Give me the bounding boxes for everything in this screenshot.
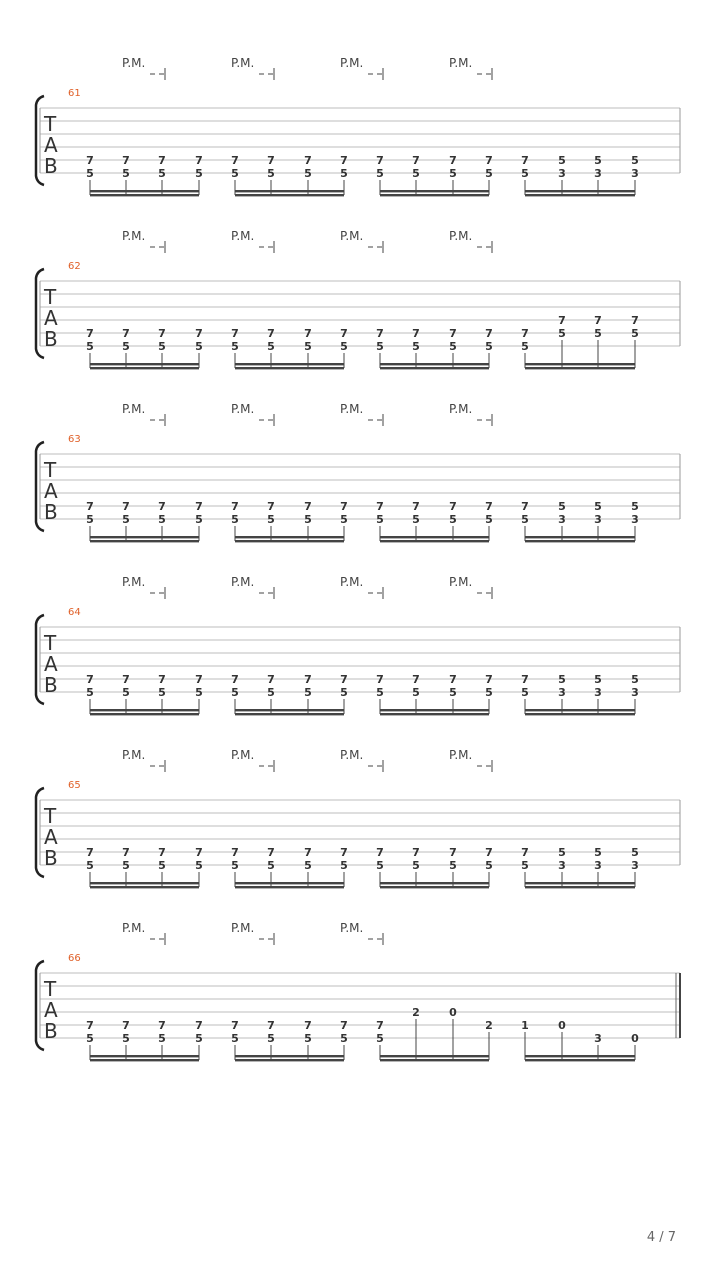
fret-number: 7 (195, 673, 203, 686)
fret-number: 7 (267, 673, 275, 686)
beam (380, 190, 489, 192)
fret-number: 5 (449, 686, 457, 699)
fret-number: 5 (412, 686, 420, 699)
fret-number: 5 (195, 340, 203, 353)
fret-number: 7 (86, 1019, 94, 1032)
fret-number: 3 (594, 1032, 602, 1045)
palm-mute-label: P.M. (231, 56, 255, 70)
fret-number: 5 (340, 686, 348, 699)
fret-number: 7 (449, 673, 457, 686)
fret-number: 5 (485, 340, 493, 353)
beam (90, 709, 199, 711)
fret-number: 7 (412, 327, 420, 340)
fret-number: 5 (521, 513, 529, 526)
fret-number: 5 (521, 859, 529, 872)
beam (90, 713, 199, 715)
fret-number: 5 (594, 673, 602, 686)
beam (90, 536, 199, 538)
fret-number: 7 (340, 500, 348, 513)
beam (235, 540, 344, 542)
fret-number: 5 (122, 859, 130, 872)
measure-number: 61 (68, 88, 81, 99)
fret-number: 5 (376, 340, 384, 353)
beam (380, 886, 489, 888)
fret-number: 5 (485, 513, 493, 526)
fret-number: 7 (122, 846, 130, 859)
fret-number: 5 (122, 686, 130, 699)
fret-number: 7 (86, 154, 94, 167)
tab-clef-letter: B (44, 673, 58, 697)
fret-number: 5 (376, 513, 384, 526)
beam (380, 1059, 489, 1061)
fret-number: 5 (340, 340, 348, 353)
fret-number: 5 (231, 686, 239, 699)
beam (90, 190, 199, 192)
fret-number: 7 (340, 1019, 348, 1032)
fret-number: 5 (86, 513, 94, 526)
beam (90, 886, 199, 888)
fret-number: 3 (558, 859, 566, 872)
fret-number: 7 (340, 673, 348, 686)
fret-number: 5 (449, 859, 457, 872)
beam (380, 540, 489, 542)
fret-number: 5 (412, 340, 420, 353)
tab-clef-letter: A (44, 479, 58, 503)
fret-number: 5 (304, 513, 312, 526)
fret-number: 7 (340, 327, 348, 340)
measure-number: 65 (68, 780, 81, 791)
measure-number: 64 (68, 607, 81, 618)
fret-number: 5 (412, 167, 420, 180)
fret-number: 3 (631, 686, 639, 699)
fret-number: 5 (158, 340, 166, 353)
fret-number: 5 (558, 327, 566, 340)
fret-number: 7 (304, 1019, 312, 1032)
fret-number: 7 (195, 846, 203, 859)
fret-number: 5 (231, 167, 239, 180)
fret-number: 0 (449, 1006, 457, 1019)
fret-number: 3 (558, 513, 566, 526)
fret-number: 7 (267, 500, 275, 513)
beam (90, 367, 199, 369)
beam (235, 713, 344, 715)
fret-number: 7 (521, 154, 529, 167)
beam (380, 367, 489, 369)
fret-number: 7 (521, 846, 529, 859)
fret-number: 5 (86, 859, 94, 872)
fret-number: 7 (304, 500, 312, 513)
palm-mute-label: P.M. (449, 56, 473, 70)
palm-mute-label: P.M. (449, 402, 473, 416)
fret-number: 5 (521, 686, 529, 699)
fret-number: 7 (449, 327, 457, 340)
fret-number: 7 (485, 500, 493, 513)
fret-number: 5 (521, 167, 529, 180)
fret-number: 5 (86, 167, 94, 180)
beam (90, 194, 199, 196)
fret-number: 5 (594, 327, 602, 340)
beam (235, 367, 344, 369)
palm-mute-label: P.M. (122, 921, 146, 935)
fret-number: 7 (231, 1019, 239, 1032)
tab-clef-letter: T (44, 804, 57, 828)
beam (525, 367, 635, 369)
beam (525, 194, 635, 196)
fret-number: 5 (304, 340, 312, 353)
fret-number: 7 (195, 1019, 203, 1032)
beam (235, 190, 344, 192)
fret-number: 5 (195, 686, 203, 699)
fret-number: 3 (558, 167, 566, 180)
fret-number: 5 (304, 1032, 312, 1045)
beam (525, 1059, 635, 1061)
beam (525, 536, 635, 538)
fret-number: 3 (631, 859, 639, 872)
tab-clef-letter: B (44, 1019, 58, 1043)
fret-number: 5 (340, 1032, 348, 1045)
fret-number: 5 (122, 513, 130, 526)
tab-clef-letter: B (44, 154, 58, 178)
fret-number: 5 (304, 167, 312, 180)
fret-number: 3 (594, 686, 602, 699)
fret-number: 7 (412, 500, 420, 513)
tab-clef-letter: B (44, 846, 58, 870)
fret-number: 7 (485, 154, 493, 167)
palm-mute-label: P.M. (122, 56, 146, 70)
fret-number: 7 (412, 154, 420, 167)
fret-number: 7 (158, 500, 166, 513)
fret-number: 7 (195, 500, 203, 513)
palm-mute-label: P.M. (122, 229, 146, 243)
beam (525, 882, 635, 884)
fret-number: 7 (485, 846, 493, 859)
fret-number: 5 (631, 673, 639, 686)
palm-mute-label: P.M. (449, 229, 473, 243)
fret-number: 7 (267, 1019, 275, 1032)
fret-number: 7 (231, 500, 239, 513)
palm-mute-label: P.M. (231, 748, 255, 762)
tab-clef-letter: A (44, 652, 58, 676)
beam (90, 540, 199, 542)
fret-number: 7 (340, 846, 348, 859)
fret-number: 3 (631, 167, 639, 180)
fret-number: 7 (122, 1019, 130, 1032)
fret-number: 7 (412, 846, 420, 859)
fret-number: 5 (86, 1032, 94, 1045)
fret-number: 5 (631, 500, 639, 513)
fret-number: 5 (267, 167, 275, 180)
palm-mute-label: P.M. (340, 575, 364, 589)
fret-number: 7 (231, 327, 239, 340)
fret-number: 5 (376, 1032, 384, 1045)
fret-number: 7 (158, 673, 166, 686)
fret-number: 5 (631, 846, 639, 859)
fret-number: 7 (86, 327, 94, 340)
fret-number: 2 (412, 1006, 420, 1019)
fret-number: 5 (485, 859, 493, 872)
beam (90, 882, 199, 884)
tab-clef-letter: A (44, 133, 58, 157)
fret-number: 5 (594, 500, 602, 513)
fret-number: 5 (521, 340, 529, 353)
fret-number: 7 (485, 327, 493, 340)
fret-number: 5 (558, 846, 566, 859)
fret-number: 3 (594, 513, 602, 526)
fret-number: 5 (376, 859, 384, 872)
fret-number: 7 (376, 500, 384, 513)
fret-number: 5 (158, 167, 166, 180)
fret-number: 7 (267, 846, 275, 859)
fret-number: 7 (376, 846, 384, 859)
beam (235, 709, 344, 711)
palm-mute-label: P.M. (122, 402, 146, 416)
fret-number: 7 (304, 846, 312, 859)
tab-clef-letter: T (44, 631, 57, 655)
fret-number: 5 (267, 340, 275, 353)
fret-number: 5 (485, 167, 493, 180)
fret-number: 5 (631, 327, 639, 340)
fret-number: 5 (412, 513, 420, 526)
fret-number: 7 (485, 673, 493, 686)
fret-number: 7 (86, 673, 94, 686)
fret-number: 5 (231, 340, 239, 353)
tab-clef-letter: B (44, 327, 58, 351)
palm-mute-label: P.M. (340, 56, 364, 70)
fret-number: 7 (267, 154, 275, 167)
fret-number: 7 (376, 1019, 384, 1032)
fret-number: 5 (158, 513, 166, 526)
fret-number: 2 (485, 1019, 493, 1032)
fret-number: 7 (122, 673, 130, 686)
fret-number: 7 (631, 314, 639, 327)
fret-number: 5 (158, 1032, 166, 1045)
fret-number: 3 (594, 859, 602, 872)
fret-number: 5 (304, 859, 312, 872)
palm-mute-label: P.M. (449, 748, 473, 762)
palm-mute-label: P.M. (122, 575, 146, 589)
beam (380, 709, 489, 711)
beam (525, 190, 635, 192)
beam (525, 709, 635, 711)
fret-number: 7 (158, 327, 166, 340)
fret-number: 1 (521, 1019, 529, 1032)
measure-number: 66 (68, 953, 81, 964)
fret-number: 5 (195, 1032, 203, 1045)
tab-clef-letter: T (44, 112, 57, 136)
fret-number: 5 (267, 859, 275, 872)
beam (90, 363, 199, 365)
beam (525, 1055, 635, 1057)
palm-mute-label: P.M. (340, 748, 364, 762)
fret-number: 3 (631, 513, 639, 526)
fret-number: 5 (558, 154, 566, 167)
fret-number: 7 (449, 846, 457, 859)
fret-number: 7 (158, 1019, 166, 1032)
fret-number: 5 (231, 1032, 239, 1045)
fret-number: 7 (122, 327, 130, 340)
beam (525, 886, 635, 888)
fret-number: 7 (376, 154, 384, 167)
fret-number: 5 (122, 340, 130, 353)
beam (235, 536, 344, 538)
palm-mute-label: P.M. (231, 229, 255, 243)
fret-number: 5 (86, 686, 94, 699)
fret-number: 7 (521, 673, 529, 686)
fret-number: 7 (449, 154, 457, 167)
fret-number: 0 (558, 1019, 566, 1032)
beam (380, 1055, 489, 1057)
fret-number: 5 (267, 686, 275, 699)
fret-number: 5 (485, 686, 493, 699)
fret-number: 5 (412, 859, 420, 872)
fret-number: 5 (594, 846, 602, 859)
beam (235, 882, 344, 884)
fret-number: 7 (122, 154, 130, 167)
tab-clef-letter: T (44, 285, 57, 309)
beam (380, 536, 489, 538)
fret-number: 5 (122, 1032, 130, 1045)
fret-number: 5 (195, 513, 203, 526)
palm-mute-label: P.M. (340, 402, 364, 416)
fret-number: 5 (195, 859, 203, 872)
fret-number: 5 (267, 513, 275, 526)
fret-number: 5 (86, 340, 94, 353)
fret-number: 7 (158, 154, 166, 167)
tab-clef-letter: A (44, 306, 58, 330)
fret-number: 5 (340, 859, 348, 872)
tab-clef-letter: B (44, 500, 58, 524)
palm-mute-label: P.M. (231, 575, 255, 589)
fret-number: 7 (86, 846, 94, 859)
fret-number: 5 (267, 1032, 275, 1045)
fret-number: 7 (521, 500, 529, 513)
fret-number: 5 (158, 859, 166, 872)
fret-number: 7 (376, 327, 384, 340)
beam (525, 540, 635, 542)
palm-mute-label: P.M. (449, 575, 473, 589)
tab-clef-letter: T (44, 458, 57, 482)
beam (235, 1055, 344, 1057)
fret-number: 3 (594, 167, 602, 180)
fret-number: 7 (122, 500, 130, 513)
beam (380, 194, 489, 196)
fret-number: 7 (304, 327, 312, 340)
fret-number: 5 (558, 500, 566, 513)
fret-number: 5 (376, 686, 384, 699)
fret-number: 7 (267, 327, 275, 340)
fret-number: 5 (594, 154, 602, 167)
beam (380, 713, 489, 715)
beam (380, 363, 489, 365)
fret-number: 5 (122, 167, 130, 180)
beam (235, 194, 344, 196)
fret-number: 0 (631, 1032, 639, 1045)
measure-number: 62 (68, 261, 81, 272)
tab-clef-letter: A (44, 825, 58, 849)
fret-number: 7 (195, 154, 203, 167)
fret-number: 7 (304, 154, 312, 167)
fret-number: 7 (594, 314, 602, 327)
fret-number: 5 (449, 340, 457, 353)
fret-number: 5 (340, 513, 348, 526)
fret-number: 5 (340, 167, 348, 180)
fret-number: 5 (558, 673, 566, 686)
fret-number: 7 (231, 154, 239, 167)
fret-number: 7 (231, 846, 239, 859)
fret-number: 5 (631, 154, 639, 167)
beam (90, 1059, 199, 1061)
palm-mute-label: P.M. (122, 748, 146, 762)
fret-number: 5 (449, 513, 457, 526)
page-number: 4 / 7 (646, 1230, 676, 1245)
fret-number: 7 (376, 673, 384, 686)
beam (235, 886, 344, 888)
beam (525, 363, 635, 365)
fret-number: 5 (376, 167, 384, 180)
tab-clef-letter: T (44, 977, 57, 1001)
fret-number: 7 (304, 673, 312, 686)
fret-number: 7 (412, 673, 420, 686)
palm-mute-label: P.M. (340, 229, 364, 243)
fret-number: 7 (449, 500, 457, 513)
fret-number: 7 (231, 673, 239, 686)
fret-number: 3 (558, 686, 566, 699)
fret-number: 5 (158, 686, 166, 699)
fret-number: 7 (521, 327, 529, 340)
measure-number: 63 (68, 434, 81, 445)
palm-mute-label: P.M. (231, 402, 255, 416)
beam (235, 1059, 344, 1061)
fret-number: 5 (304, 686, 312, 699)
beam (380, 882, 489, 884)
beam (235, 363, 344, 365)
palm-mute-label: P.M. (340, 921, 364, 935)
fret-number: 7 (558, 314, 566, 327)
fret-number: 5 (449, 167, 457, 180)
palm-mute-label: P.M. (231, 921, 255, 935)
fret-number: 5 (231, 859, 239, 872)
fret-number: 7 (340, 154, 348, 167)
tab-clef-letter: A (44, 998, 58, 1022)
fret-number: 7 (158, 846, 166, 859)
fret-number: 7 (86, 500, 94, 513)
fret-number: 5 (195, 167, 203, 180)
beam (525, 713, 635, 715)
fret-number: 5 (231, 513, 239, 526)
beam (90, 1055, 199, 1057)
fret-number: 7 (195, 327, 203, 340)
